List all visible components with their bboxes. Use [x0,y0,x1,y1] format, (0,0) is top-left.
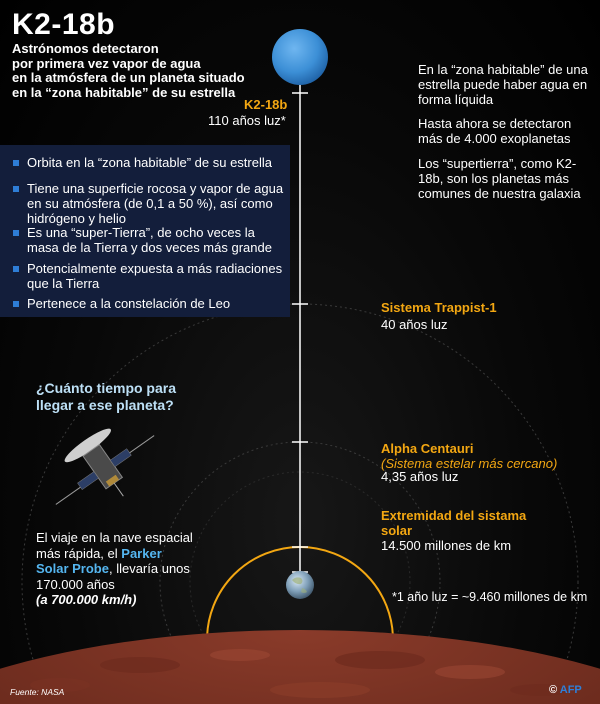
bullet-icon [13,230,19,236]
parker-probe-icon [35,406,172,531]
travel-explanation [36,530,196,608]
subtitle-line: por primera vez vapor de agua [12,55,201,71]
copyright-symbol: © [549,684,558,696]
feature-item [0,296,290,311]
feature-item [0,225,290,255]
solar-system-edge-distance: 14.500 millones de km [381,538,512,553]
alpha-centauri-distance: 4,35 años luz [381,469,459,484]
bullet-icon [13,160,19,166]
subtitle [12,42,272,100]
feature-item [0,261,290,291]
travel-text-after: , llevaría unos 170.000 años [36,561,190,592]
bullet-icon [13,266,19,272]
earth-icon [286,571,314,599]
feature-text: Es una “super-Tierra”, de ocho veces la masa de la Tierra y dos veces más grande [27,225,272,255]
bullet-icon [13,301,19,307]
trappist-distance: 40 años luz [381,317,448,332]
subtitle-line: en la “zona habitable” de su estrella [12,84,236,100]
alpha-centauri-label: Alpha Centauri [381,441,474,456]
feature-text: Orbita en la “zona habitable” de su estrella [27,155,272,170]
mars-like-surface-icon [0,630,600,704]
subtitle-line: en la atmósfera de un planeta situado [12,70,245,85]
light-year-footnote: *1 año luz = ~9.460 millones de km [392,590,588,604]
probe-name: Parker Solar Probe [36,545,162,576]
travel-question: ¿Cuánto tiempo para llegar a ese planeta? [36,380,177,413]
feature-item [0,181,290,226]
source-credit: Fuente: NASA [10,687,65,697]
subtitle-line: Astrónomos detectaron [12,41,159,56]
bullet-icon [13,186,19,192]
page-title: K2-18b [12,8,116,41]
features-panel [0,145,290,317]
afp-logo: AFP [559,684,582,696]
exoplanets-note: Hasta ahora se detectaron más de 4.000 exoplanetas [418,116,572,146]
feature-item [0,155,290,170]
feature-text: Potencialmente expuesta a más radiaciones que la Tierra [27,261,283,291]
alpha-centauri-description: (Sistema estelar más cercano) [381,456,558,471]
supertierra-note: Los “supertierra”, como K2-18b, son los planetas más comunes de nuestra galaxia [418,156,581,201]
travel-text: El viaje en la nave espacial más rápida, el [36,530,193,561]
habitable-zone-note: En la “zona habitable” de una estrella puede haber agua en forma líquida [418,62,588,107]
k2-18b-label: K2-18b [244,97,288,112]
travel-speed: (a 700.000 km/h) [36,592,137,607]
feature-text: Tiene una superficie rocosa y vapor de agua en su atmósfera (de 0,1 a 50 %), así como hidrógeno y helio [27,181,284,226]
solar-system-edge-label: Extremidad del sistama solar [381,508,527,538]
feature-text: Pertenece a la constelación de Leo [27,296,231,311]
k2-18b-distance: 110 años luz* [208,113,286,128]
trappist-label: Sistema Trappist-1 [381,300,497,315]
agency-credit [549,684,582,696]
planet-k2-18b-icon [272,29,328,85]
